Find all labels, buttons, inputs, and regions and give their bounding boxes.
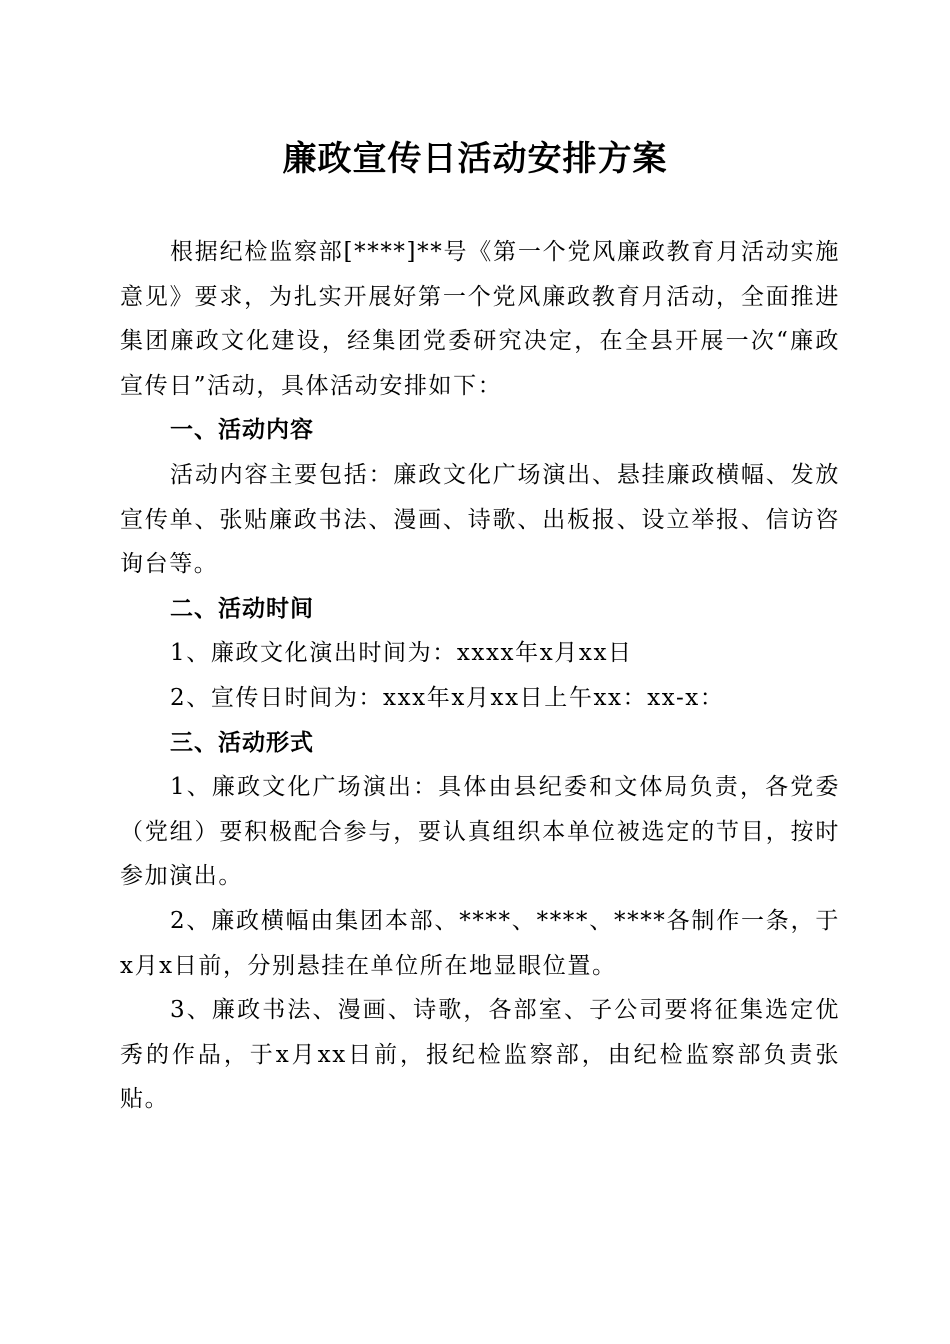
form-item-1: 1、廉政文化广场演出：具体由县纪委和文体局负责，各党委（党组）要积极配合参与，要认真组织本单位被选定的节目，按时参加演出。 — [120, 774, 840, 890]
section-heading-time: 二、活动时间 — [170, 595, 314, 622]
time-item-2: 2、宣传日时间为：xxx年x月xx日上午xx：xx-x： — [170, 684, 725, 711]
document-body — [120, 230, 840, 1122]
section-heading-form: 三、活动形式 — [170, 729, 314, 756]
document-title: 廉政宣传日活动安排方案 — [282, 139, 668, 179]
intro-paragraph: 根据纪检监察部[****]**号《第一个党风廉政教育月活动实施意见》要求，为扎实开展好第一个党风廉政教育月活动，全面推进集团廉政文化建设，经集团党委研究决定，在全县开展一次“廉政宣传日”活动，具体活动安排如下： — [120, 239, 840, 399]
time-item-1: 1、廉政文化演出时间为：xxxx年x月xx日 — [170, 640, 633, 667]
form-item-3: 3、廉政书法、漫画、诗歌，各部室、子公司要将征集选定优秀的作品，于x月xx日前，报纪检监察部，由纪检监察部负责张贴。 — [120, 997, 840, 1113]
section-content-paragraph: 活动内容主要包括：廉政文化广场演出、悬挂廉政横幅、发放宣传单、张贴廉政书法、漫画、诗歌、出板报、设立举报、信访咨询台等。 — [120, 461, 840, 578]
form-item-2: 2、廉政横幅由集团本部、****、****、****各制作一条，于x月x日前，分别悬挂在单位所在地显眼位置。 — [120, 907, 840, 979]
section-heading-content: 一、活动内容 — [170, 417, 314, 444]
